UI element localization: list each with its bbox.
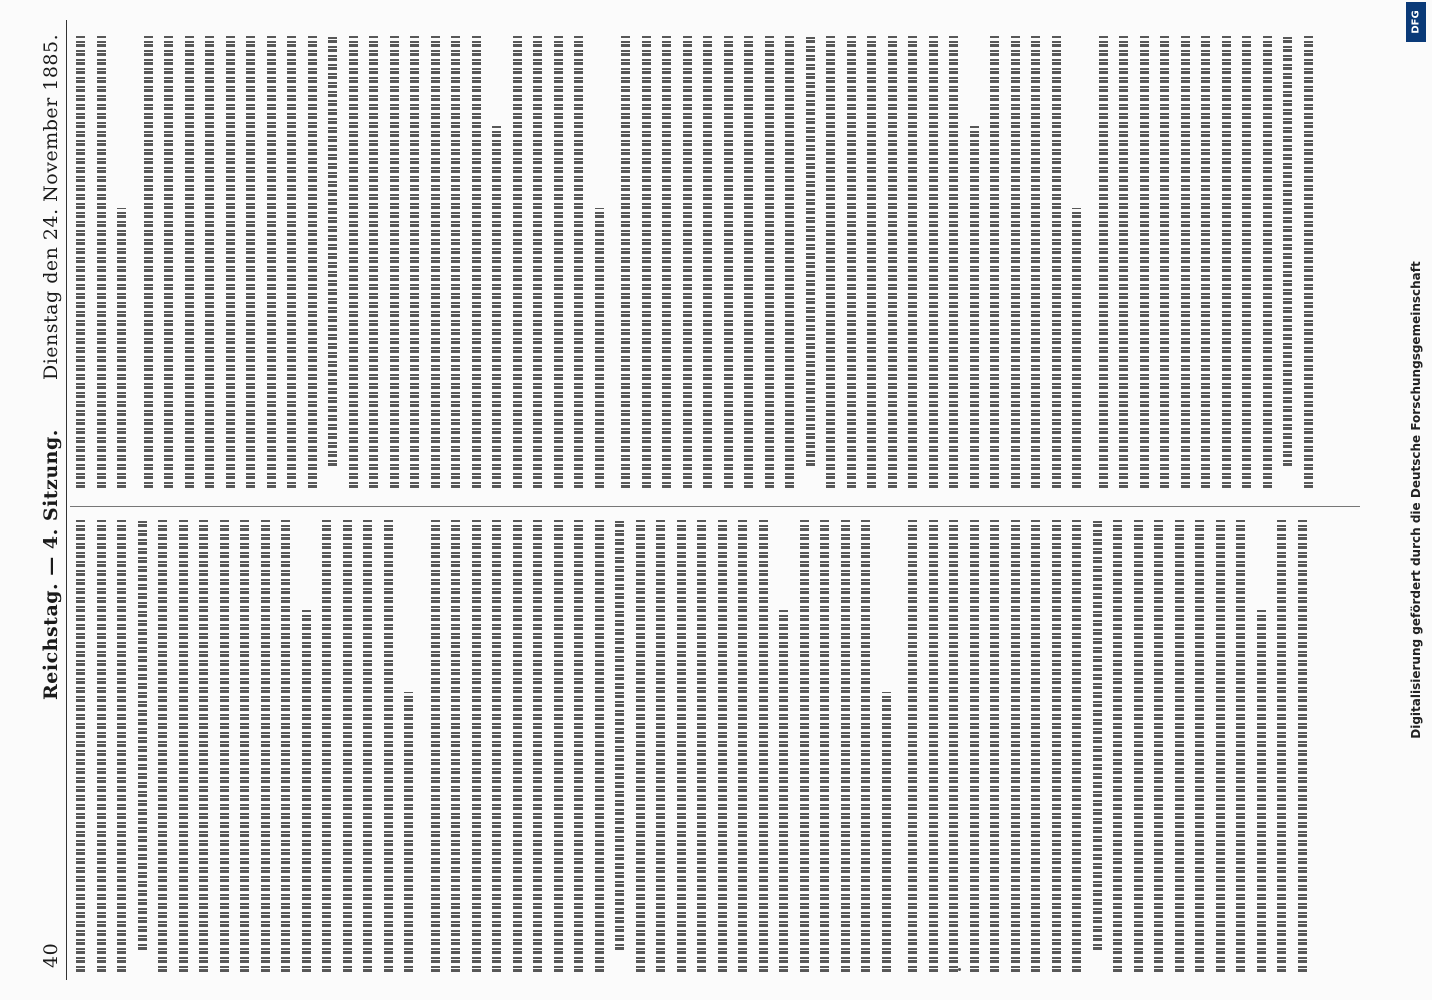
illegible-text-line bbox=[234, 520, 254, 972]
illegible-text-line bbox=[1257, 36, 1277, 488]
illegible-text-line bbox=[1046, 36, 1066, 488]
illegible-text-line bbox=[923, 520, 943, 972]
illegible-text-line bbox=[1216, 36, 1236, 488]
illegible-text-line bbox=[527, 520, 547, 972]
page-header bbox=[32, 20, 66, 980]
illegible-text-line bbox=[712, 520, 732, 972]
illegible-text-line bbox=[384, 36, 404, 488]
illegible-text-line bbox=[964, 126, 984, 488]
illegible-text-line bbox=[902, 520, 922, 972]
illegible-text-line bbox=[275, 520, 295, 972]
illegible-text-line bbox=[1292, 520, 1312, 972]
illegible-text-line bbox=[404, 36, 424, 488]
illegible-text-line bbox=[91, 520, 111, 972]
illegible-text-line bbox=[1154, 36, 1174, 488]
illegible-text-line bbox=[220, 36, 240, 488]
illegible-text-line bbox=[199, 36, 219, 488]
illegible-text-line bbox=[337, 520, 357, 972]
illegible-text-line bbox=[281, 36, 301, 488]
illegible-text-line bbox=[173, 520, 193, 972]
illegible-text-line bbox=[794, 520, 814, 972]
illegible-text-line bbox=[240, 36, 260, 488]
illegible-text-line bbox=[753, 520, 773, 972]
session-title: Reichstag. — 4. Sitzung. bbox=[40, 429, 62, 700]
illegible-text-line bbox=[193, 520, 213, 972]
text-column-left bbox=[70, 520, 1370, 972]
illegible-text-line bbox=[609, 520, 629, 950]
illegible-text-line bbox=[568, 36, 588, 488]
illegible-text-line bbox=[179, 36, 199, 488]
illegible-text-line bbox=[800, 36, 820, 466]
illegible-text-line bbox=[923, 36, 943, 488]
illegible-text-line bbox=[445, 520, 465, 972]
illegible-text-line bbox=[132, 520, 152, 950]
illegible-text-line bbox=[656, 36, 676, 488]
illegible-text-line bbox=[316, 520, 336, 972]
illegible-text-line bbox=[111, 208, 131, 488]
illegible-text-line bbox=[425, 36, 445, 488]
illegible-text-line bbox=[111, 520, 131, 972]
illegible-text-line bbox=[814, 520, 834, 972]
illegible-text-line bbox=[214, 520, 234, 972]
illegible-text-line bbox=[984, 36, 1004, 488]
illegible-text-line bbox=[855, 520, 875, 972]
illegible-text-line bbox=[876, 692, 896, 972]
illegible-text-line bbox=[1005, 520, 1025, 972]
illegible-text-line bbox=[1107, 520, 1127, 972]
illegible-text-line bbox=[1230, 520, 1250, 972]
illegible-text-line bbox=[738, 36, 758, 488]
illegible-text-line bbox=[943, 520, 963, 972]
illegible-text-line bbox=[650, 520, 670, 972]
illegible-text-line bbox=[1025, 520, 1045, 972]
illegible-text-line bbox=[1277, 36, 1297, 466]
digitalisation-credit bbox=[1402, 0, 1430, 1000]
illegible-text-line bbox=[302, 36, 322, 488]
illegible-text-line bbox=[1195, 36, 1215, 488]
illegible-text-line bbox=[1025, 36, 1045, 488]
illegible-text-line bbox=[296, 610, 316, 972]
illegible-text-line bbox=[152, 520, 172, 972]
illegible-text-line bbox=[138, 36, 158, 488]
illegible-text-line bbox=[486, 126, 506, 488]
illegible-text-line bbox=[1271, 520, 1291, 972]
illegible-text-line bbox=[943, 36, 963, 488]
illegible-text-line bbox=[1005, 36, 1025, 488]
illegible-text-line bbox=[1251, 610, 1271, 972]
illegible-text-line bbox=[343, 36, 363, 488]
illegible-text-line bbox=[70, 36, 90, 488]
illegible-text-line bbox=[1128, 520, 1148, 972]
illegible-text-line bbox=[1093, 36, 1113, 488]
illegible-text-line bbox=[378, 520, 398, 972]
illegible-text-line bbox=[1236, 36, 1256, 488]
illegible-text-line bbox=[779, 36, 799, 488]
illegible-text-line bbox=[1175, 36, 1195, 488]
illegible-text-line bbox=[1148, 520, 1168, 972]
illegible-text-line bbox=[261, 36, 281, 488]
illegible-text-line bbox=[759, 36, 779, 488]
illegible-text-line bbox=[861, 36, 881, 488]
illegible-text-line bbox=[70, 520, 90, 972]
page-number: 40 bbox=[40, 942, 62, 968]
illegible-text-line bbox=[486, 520, 506, 972]
illegible-text-line bbox=[322, 36, 342, 466]
dfg-logo: DFG bbox=[1406, 2, 1426, 42]
illegible-text-line bbox=[1113, 36, 1133, 488]
illegible-text-line bbox=[425, 520, 445, 972]
illegible-text-line bbox=[697, 36, 717, 488]
illegible-text-line bbox=[636, 36, 656, 488]
illegible-text-line bbox=[445, 36, 465, 488]
illegible-text-line bbox=[398, 692, 418, 972]
illegible-text-line bbox=[1298, 36, 1318, 488]
illegible-text-line bbox=[882, 36, 902, 488]
header-rule bbox=[66, 20, 67, 980]
illegible-text-line bbox=[589, 520, 609, 972]
illegible-text-line bbox=[548, 36, 568, 488]
illegible-text-line bbox=[1066, 208, 1086, 488]
column-divider bbox=[70, 506, 1360, 507]
rotated-newspaper-page bbox=[26, 20, 1406, 980]
illegible-text-line bbox=[984, 520, 1004, 972]
session-date: Dienstag den 24. November 1885. bbox=[40, 33, 62, 380]
illegible-text-line bbox=[466, 520, 486, 972]
illegible-text-line bbox=[589, 208, 609, 488]
illegible-text-line bbox=[466, 36, 486, 488]
illegible-text-line bbox=[363, 36, 383, 488]
illegible-text-line bbox=[527, 36, 547, 488]
illegible-text-line bbox=[357, 520, 377, 972]
illegible-text-line bbox=[1087, 520, 1107, 950]
illegible-text-line bbox=[507, 520, 527, 972]
illegible-text-line bbox=[820, 36, 840, 488]
illegible-text-line bbox=[902, 36, 922, 488]
illegible-text-line bbox=[568, 520, 588, 972]
illegible-text-line bbox=[1134, 36, 1154, 488]
illegible-text-line bbox=[1169, 520, 1189, 972]
illegible-text-line bbox=[835, 520, 855, 972]
credit-text: Digitalisierung gefördert durch die Deutsche Forschungsgemeinschaft bbox=[1409, 261, 1423, 739]
illegible-text-line bbox=[630, 520, 650, 972]
illegible-text-line bbox=[255, 520, 275, 972]
illegible-text-line bbox=[773, 610, 793, 972]
illegible-text-line bbox=[718, 36, 738, 488]
illegible-text-line bbox=[91, 36, 111, 488]
illegible-text-line bbox=[1066, 520, 1086, 972]
illegible-text-line bbox=[548, 520, 568, 972]
illegible-text-line bbox=[691, 520, 711, 972]
illegible-text-line bbox=[615, 36, 635, 488]
illegible-text-line bbox=[677, 36, 697, 488]
illegible-text-line bbox=[964, 520, 984, 972]
text-column-right bbox=[70, 36, 1370, 488]
illegible-text-line bbox=[671, 520, 691, 972]
illegible-text-line bbox=[507, 36, 527, 488]
scan-speck bbox=[958, 968, 961, 971]
illegible-text-line bbox=[1046, 520, 1066, 972]
illegible-text-line bbox=[1210, 520, 1230, 972]
illegible-text-line bbox=[841, 36, 861, 488]
illegible-text-line bbox=[732, 520, 752, 972]
illegible-text-line bbox=[158, 36, 178, 488]
illegible-text-line bbox=[1189, 520, 1209, 972]
